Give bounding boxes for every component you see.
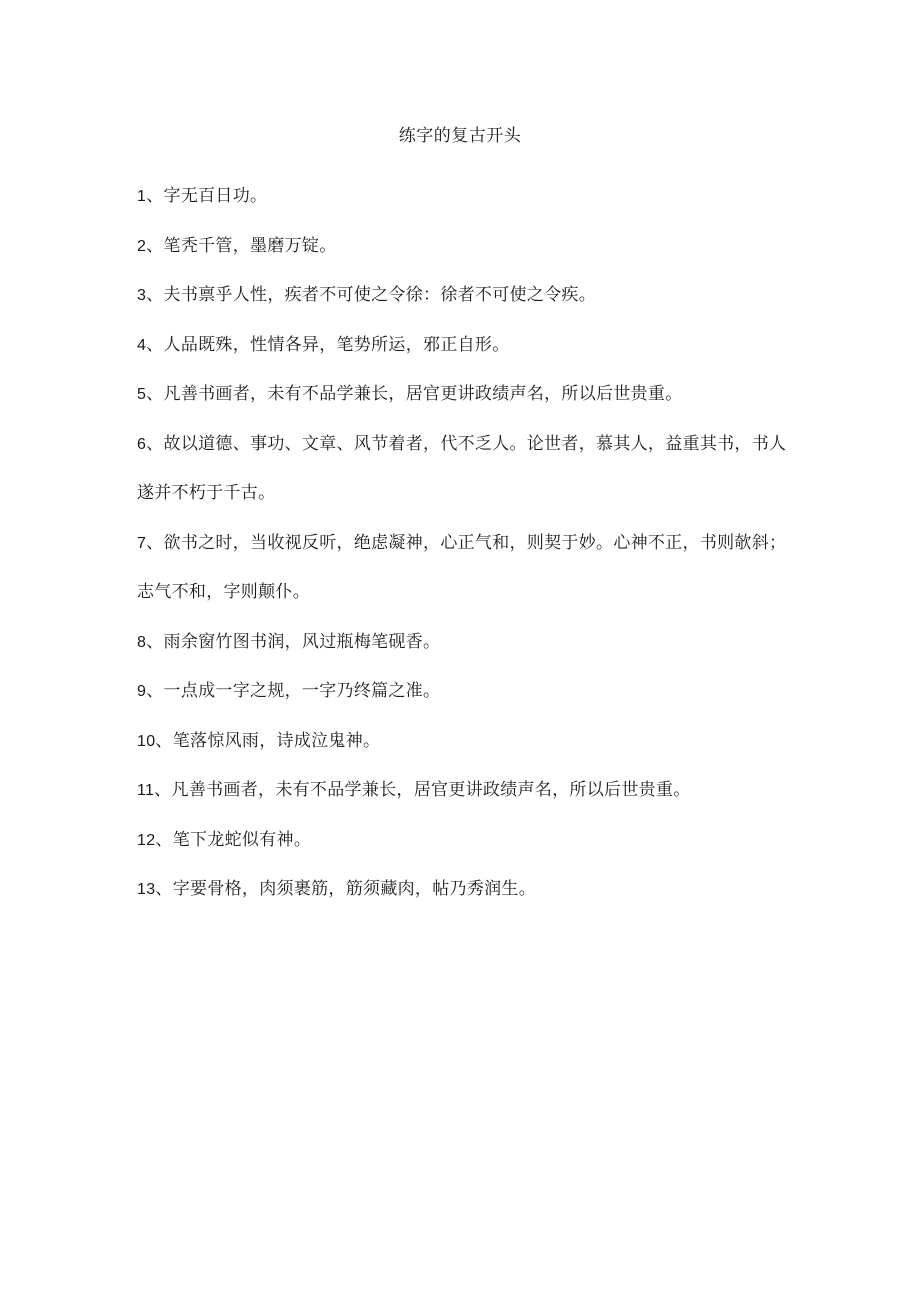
item-number: 8 <box>137 633 147 651</box>
quote-list <box>137 172 787 915</box>
item-text: 字要骨格，肉须裹筋，筋须藏肉，帖乃秀润生。 <box>172 879 537 899</box>
item-number: 12 <box>137 831 156 849</box>
item-number: 4 <box>137 336 147 354</box>
item-text: 笔下龙蛇似有神。 <box>172 829 312 850</box>
list-item <box>137 321 787 371</box>
list-item <box>137 618 787 668</box>
item-number: 5 <box>137 386 147 403</box>
item-separator: 、 <box>146 532 164 553</box>
item-text: 字无百日功。 <box>163 186 268 206</box>
item-separator: 、 <box>155 829 173 850</box>
list-item <box>137 766 787 816</box>
list-item <box>137 667 787 717</box>
item-text: 笔落惊风雨，诗成泣鬼神。 <box>172 730 381 751</box>
item-separator: 、 <box>146 433 164 454</box>
item-separator: 、 <box>146 681 164 701</box>
list-item <box>137 816 787 866</box>
item-text: 人品既殊，性情各异，笔势所运，邪正自形。 <box>163 334 510 355</box>
item-number: 9 <box>137 683 147 700</box>
list-item <box>137 271 787 321</box>
list-item <box>137 717 787 767</box>
item-number: 10 <box>137 732 156 750</box>
item-number: 2 <box>137 237 147 255</box>
item-text: 笔秃千管，墨磨万锭。 <box>163 235 337 256</box>
document-title: 练字的复古开头 <box>398 126 522 146</box>
item-text: 凡善书画者，未有不品学兼长，居官更讲政绩声名，所以后世贵重。 <box>163 384 683 404</box>
item-separator: 、 <box>146 631 164 652</box>
item-text: 夫书禀乎人性，疾者不可使之令徐：徐者不可使之令疾。 <box>163 285 597 305</box>
list-item <box>137 172 787 222</box>
item-number: 6 <box>137 435 147 453</box>
item-number: 13 <box>137 881 156 898</box>
item-separator: 、 <box>155 879 173 899</box>
item-separator: 、 <box>146 285 164 305</box>
item-separator: 、 <box>146 384 164 404</box>
item-number: 7 <box>137 534 147 552</box>
item-number: 3 <box>137 287 147 304</box>
list-item <box>137 865 787 915</box>
item-number: 1 <box>137 188 147 205</box>
item-text: 一点成一字之规，一字乃终篇之准。 <box>163 681 441 701</box>
list-item <box>137 519 787 618</box>
item-separator: 、 <box>146 334 164 355</box>
item-text: 凡善书画者，未有不品学兼长，居官更讲政绩声名，所以后世贵重。 <box>171 780 691 800</box>
list-item <box>137 420 787 519</box>
item-separator: 、 <box>146 186 164 206</box>
item-separator: 、 <box>146 235 164 256</box>
list-item <box>137 222 787 272</box>
item-number: 11 <box>137 782 155 799</box>
item-text: 雨余窗竹图书润，风过瓶梅笔砚香。 <box>163 631 441 652</box>
item-separator: 、 <box>154 780 172 800</box>
item-separator: 、 <box>155 730 173 751</box>
item-text: 欲书之时，当收视反听，绝虑凝神，心正气和，则契于妙。心神不正，书则欹斜；志气不和，字则颠仆。 <box>137 532 787 602</box>
list-item <box>137 370 787 420</box>
item-text: 故以道德、事功、文章、风节着者，代不乏人。论世者，慕其人，益重其书，书人遂并不朽于千古。 <box>137 433 787 503</box>
